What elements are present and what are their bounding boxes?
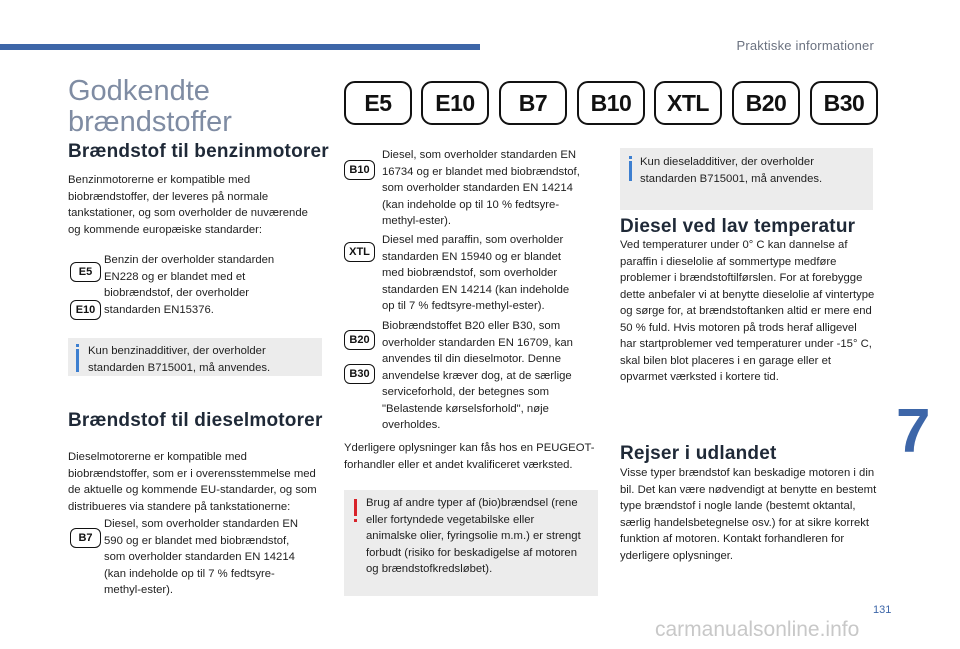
fuel-badge-b7: B7: [499, 81, 567, 125]
petrol-heading: Brændstof til benzinmotorer: [68, 141, 329, 162]
fuel-badge-b10: B10: [577, 81, 645, 125]
diesel-info-note: [620, 148, 873, 210]
fuel-badge-b20: B20: [732, 81, 800, 125]
page-number: 131: [873, 604, 892, 616]
warning-icon: [354, 499, 357, 516]
info-icon-dot: [629, 156, 632, 159]
more-info-text: Yderligere oplysninger kan fås hos en PEUGEOT-forhandler eller et andet kvalificeret værksted.: [344, 442, 595, 471]
info-icon: [76, 349, 79, 372]
abroad-heading: Rejser i udlandet: [620, 443, 777, 464]
petrol-e-text: Benzin der overholder standarden EN228 og er blandet med et biobrændstof, der overholder standarden EN15376.: [104, 254, 275, 316]
fuel-badge-xtl: XTL: [654, 81, 722, 125]
warning-icon-dot: [354, 519, 357, 522]
watermark: carmanualsonline.info: [655, 618, 860, 641]
badge-b7: B7: [70, 528, 101, 548]
badge-b20: B20: [344, 330, 375, 350]
badge-xtl: XTL: [344, 242, 375, 262]
petrol-note-text: Kun benzinadditiver, der overholder standarden B715001, må anvendes.: [88, 345, 271, 374]
diesel-intro: Dieselmotorerne er kompatible med biobrændstoffer, som er i overensstemmelse med de aktuelle og kommende EU-standarder, og som distribueres via standere på tankstationerne:: [68, 451, 317, 513]
petrol-info-note: [68, 338, 322, 376]
petrol-intro: Benzinmotorerne er kompatible med biobrændstoffer, der leveres på normale tankstationer, og som overholder de nuværende og kommende europæiske standarder:: [68, 174, 308, 236]
fuel-badge-e10: E10: [421, 81, 489, 125]
info-icon-dot: [76, 344, 79, 347]
warning-text: Brug af andre typer af (bio)brændsel (rene eller fortyndede vegetabilske eller animalske olier, fyringsolie m.m.) er strengt forbudt (risiko for beskadigelse af motoren og brændstofkredsløbet).: [366, 497, 581, 575]
badge-b30: B30: [344, 364, 375, 384]
info-icon: [629, 161, 632, 181]
header-bar: [0, 44, 480, 50]
lowtemp-text: Ved temperaturer under 0° C kan dannelse af paraffin i dieselolie af sommertype medføre problemer i brændstoftilførslen. For at forebygge dette anbefaler vi at benytte dieselolie af vintertype og sørge for, at brændstoftanken altid er mere end 50 % fuld. Hvis motoren på trods heraf alligevel har startproblemer ved temperaturer under -15° C, skal bilen blot placeres i en garage eller et opvarmet værksted i kortere tid.: [620, 239, 875, 383]
badge-e10: E10: [70, 300, 101, 320]
warning-note: [344, 490, 598, 596]
badge-e5: E5: [70, 262, 101, 282]
page-title-line1: Godkendte: [68, 75, 210, 107]
badge-b10: B10: [344, 160, 375, 180]
b10-text: Diesel, som overholder standarden EN 16734 og er blandet med biobrændstof, som overholder standarden EN 14214 (kan indeholde op til 10 % fedtsyre-methyl-ester).: [382, 149, 580, 227]
chapter-number: 7: [896, 397, 931, 466]
lowtemp-heading: Diesel ved lav temperatur: [620, 216, 856, 237]
diesel-heading: Brændstof til dieselmotorer: [68, 410, 323, 431]
fuel-badge-b30: B30: [810, 81, 878, 125]
fuel-badge-e5: E5: [344, 81, 412, 125]
page-title-line2: brændstoffer: [68, 106, 232, 138]
xtl-text: Diesel med paraffin, som overholder standarden EN 15940 og er blandet med biobrændstof, som overholder standarden EN 14214 (kan indeholde op til 7 % fedtsyre-methyl-ester).: [382, 234, 570, 312]
b20-text: Biobrændstoffet B20 eller B30, som overholder standarden EN 16709, kan anvendes til din dieselmotor. Denne anvendelse kræver dog, at de særlige serviceforhold, der betegnes som "Belastende kørselsforhold", nøje overholdes.: [382, 320, 573, 431]
b7-text: Diesel, som overholder standarden EN 590 og er blandet med biobrændstof, som overholder standarden EN 14214 (kan indeholde op til 7 % fedtsyre-methyl-ester).: [104, 518, 299, 596]
diesel-note-text: Kun dieseladditiver, der overholder standarden B715001, må anvendes.: [640, 156, 823, 185]
page-title: [68, 76, 328, 138]
section-title: Praktiske informationer: [736, 38, 874, 53]
abroad-text: Visse typer brændstof kan beskadige motoren i din bil. Det kan være nødvendigt at benytte en bestemt type brændstof i nogle lande (bestemt oktantal, særlig handelsbetegnelse osv.) for at sikre korrekt funktion af motoren. Kontakt forhandleren for yderligere oplysninger.: [620, 467, 877, 562]
